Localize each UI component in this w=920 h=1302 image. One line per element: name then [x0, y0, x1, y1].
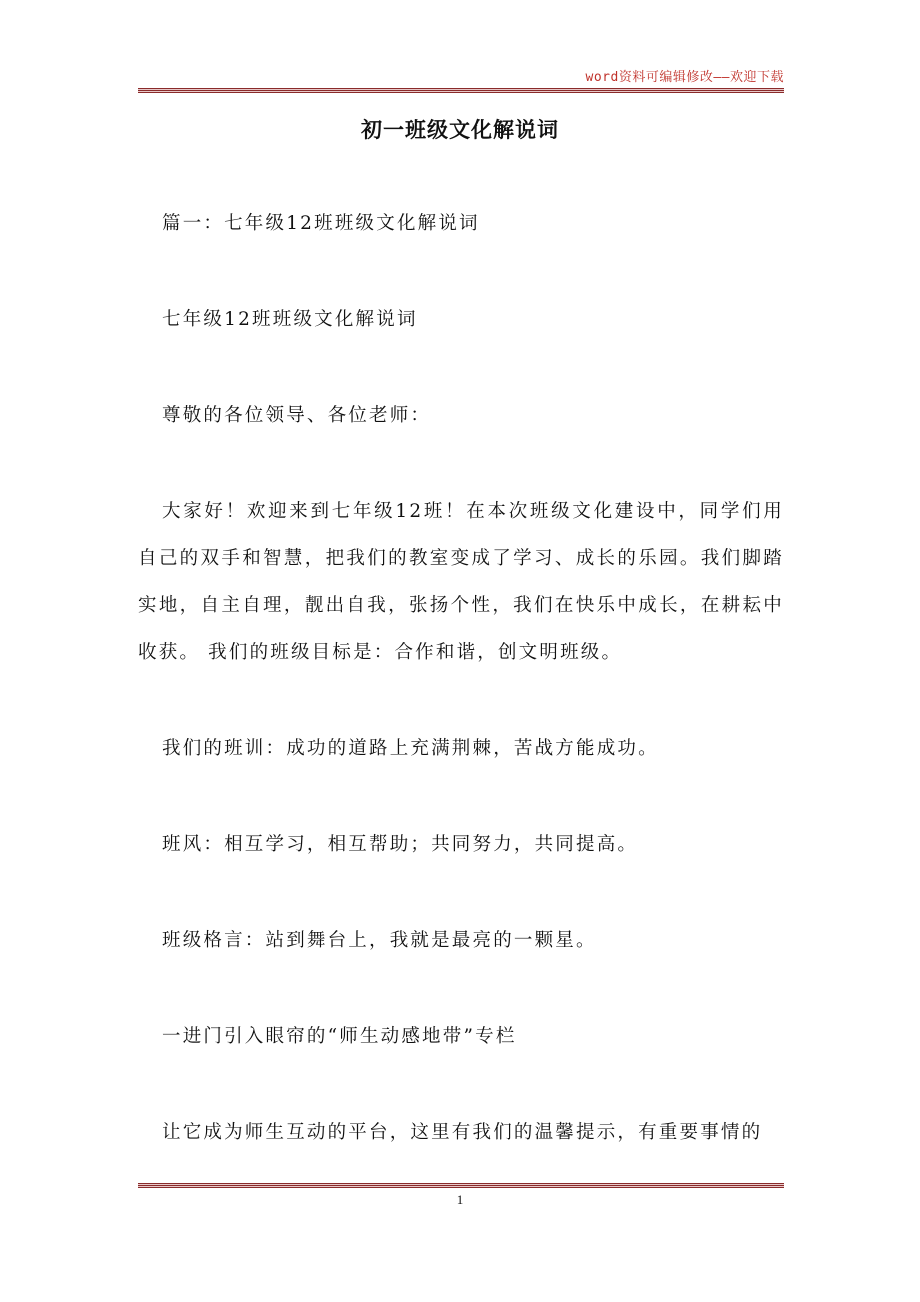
document-body: [138, 200, 784, 1205]
footer-rule: [138, 1183, 784, 1188]
paragraph-8: 一进门引入眼帘的“师生动感地带”专栏: [162, 1026, 517, 1047]
paragraph-4: 大家好！欢迎来到七年级12班！在本次班级文化建设中，同学们用自己的双手和智慧，把我们的教室变成了学习、成长的乐园。我们脚踏实地，自主自理，靓出自我，张扬个性，我们在快乐中成长，在耕耘中收获。 我们的班级目标是：合作和谐，创文明班级。: [138, 501, 784, 663]
page-number: 1: [456, 1192, 464, 1207]
document-title: 初一班级文化解说词: [361, 118, 559, 142]
paragraph-1: 篇一：七年级12班班级文化解说词: [162, 213, 480, 234]
header-watermark: word资料可编辑修改——欢迎下载: [585, 70, 784, 85]
paragraph-9: 让它成为师生互动的平台，这里有我们的温馨提示，有重要事情的: [162, 1122, 763, 1143]
paragraph-2: 七年级12班班级文化解说词: [162, 309, 418, 330]
header-rule: [138, 88, 784, 93]
paragraph-6: 班风：相互学习，相互帮助；共同努力，共同提高。: [162, 834, 639, 855]
paragraph-7: 班级格言：站到舞台上，我就是最亮的一颗星。: [162, 930, 597, 951]
paragraph-3: 尊敬的各位领导、各位老师：: [162, 405, 432, 426]
paragraph-5: 我们的班训：成功的道路上充满荆棘，苦战方能成功。: [162, 738, 659, 759]
